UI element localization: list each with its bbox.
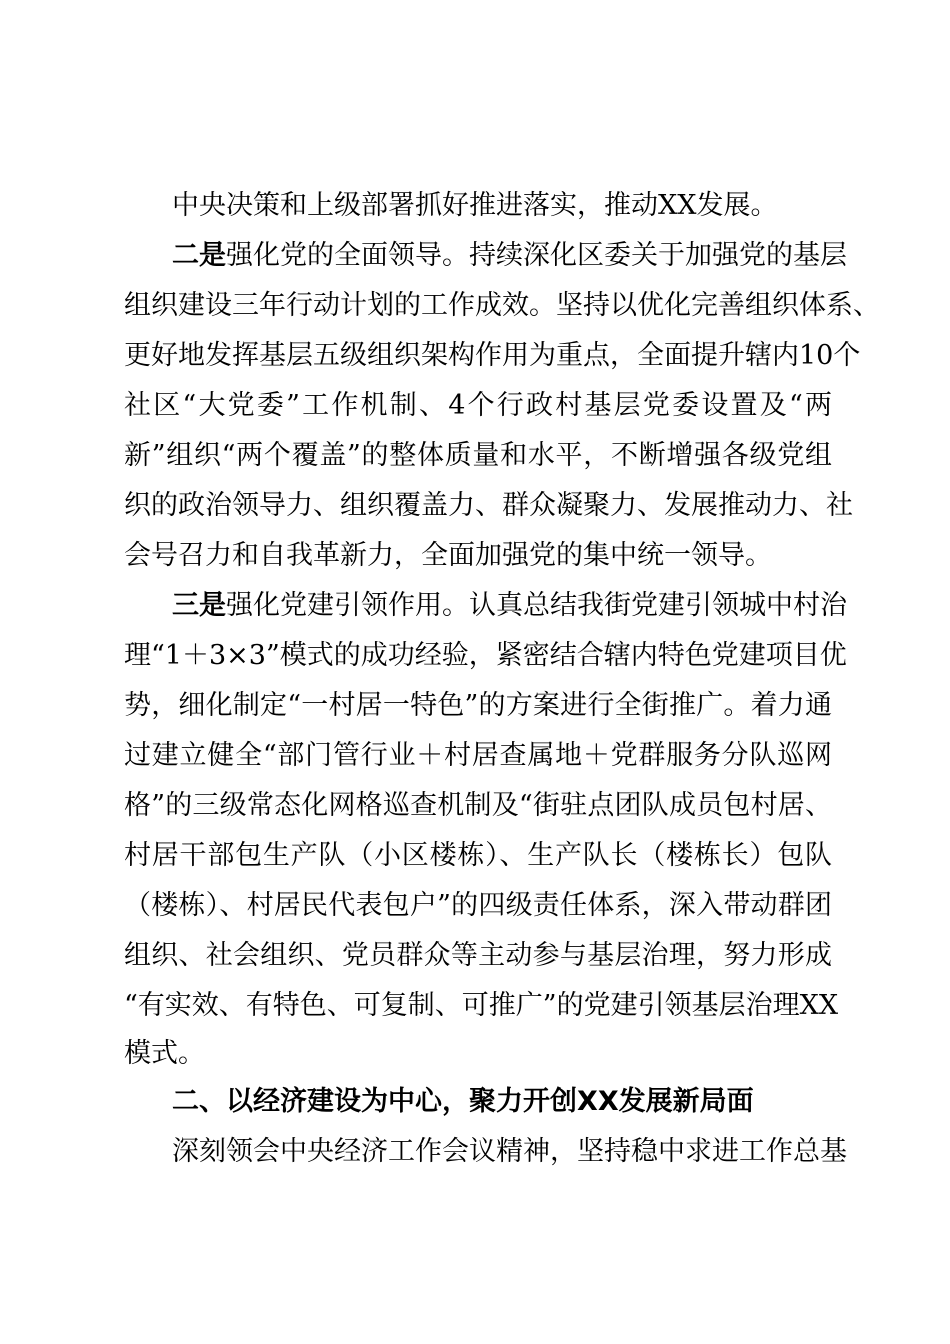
line-text: 模式。 [124,1038,205,1069]
paragraph-line [124,736,832,776]
line-text: 社区“大党委”工作机制、4个行政村基层党委设置及“两 [124,390,832,421]
line-text: 更好地发挥基层五级组织架构作用为重点，全面提升辖内10个 [124,340,861,371]
line-text: 理“1＋3×3”模式的成功经验，紧密结合辖内特色党建项目优 [124,640,847,671]
paragraph-line [172,236,847,276]
paragraph-lead-three: 三是 [172,590,226,621]
line-text: 村居干部包生产队（小区楼栋）、生产队长（楼栋长）包队 [124,840,832,871]
paragraph-line [124,286,880,326]
paragraph-line [172,1132,847,1172]
line-text: 织的政治领导力、组织覆盖力、群众凝聚力、发展推动力、社 [124,490,853,521]
line-text: 组织建设三年行动计划的工作成效。坚持以优化完善组织体系、 [124,290,880,321]
paragraph-line [124,636,847,676]
paragraph-line [124,436,832,476]
paragraph-line [124,786,832,826]
paragraph-line [124,536,832,576]
line-text: 组织、社会组织、党员群众等主动参与基层治理，努力形成 [124,940,832,971]
section-heading: 二、以经济建设为中心，聚力开创XX发展新局面 [172,1086,754,1117]
paragraph-line [124,836,832,876]
line-text: 强化党建引领作用。认真总结我街党建引领城中村治 [226,590,847,621]
line-text: “有实效、有特色、可复制、可推广”的党建引领基层治理XX [124,990,839,1021]
line-text: （楼栋）、村居民代表包户”的四级责任体系，深入带动群团 [124,890,832,921]
line-text: 中央决策和上级部署抓好推进落实，推动XX发展。 [172,190,778,221]
paragraph-line [172,586,847,626]
paragraph-line [124,886,832,926]
paragraph-line [124,486,853,526]
paragraph-line [124,686,832,726]
paragraph-lead-two: 二是 [172,240,226,271]
line-text: 强化党的全面领导。持续深化区委关于加强党的基层 [226,240,847,271]
paragraph-line [124,1034,832,1074]
paragraph-line [124,986,839,1026]
paragraph-line [172,186,832,226]
paragraph-line [124,936,832,976]
line-text: 格”的三级常态化网格巡查机制及“街驻点团队成员包村居、 [124,790,832,821]
line-text: 过建立健全“部门管行业＋村居查属地＋党群服务分队巡网 [124,740,832,771]
paragraph-line [124,336,861,376]
line-text: 深刻领会中央经济工作会议精神，坚持稳中求进工作总基 [172,1136,847,1167]
line-text: 势，细化制定“一村居一特色”的方案进行全街推广。着力通 [124,690,832,721]
paragraph-line [124,386,832,426]
line-text: 会号召力和自我革新力，全面加强党的集中统一领导。 [124,540,772,571]
line-text: 新”组织“两个覆盖”的整体质量和水平，不断增强各级党组 [124,440,832,471]
